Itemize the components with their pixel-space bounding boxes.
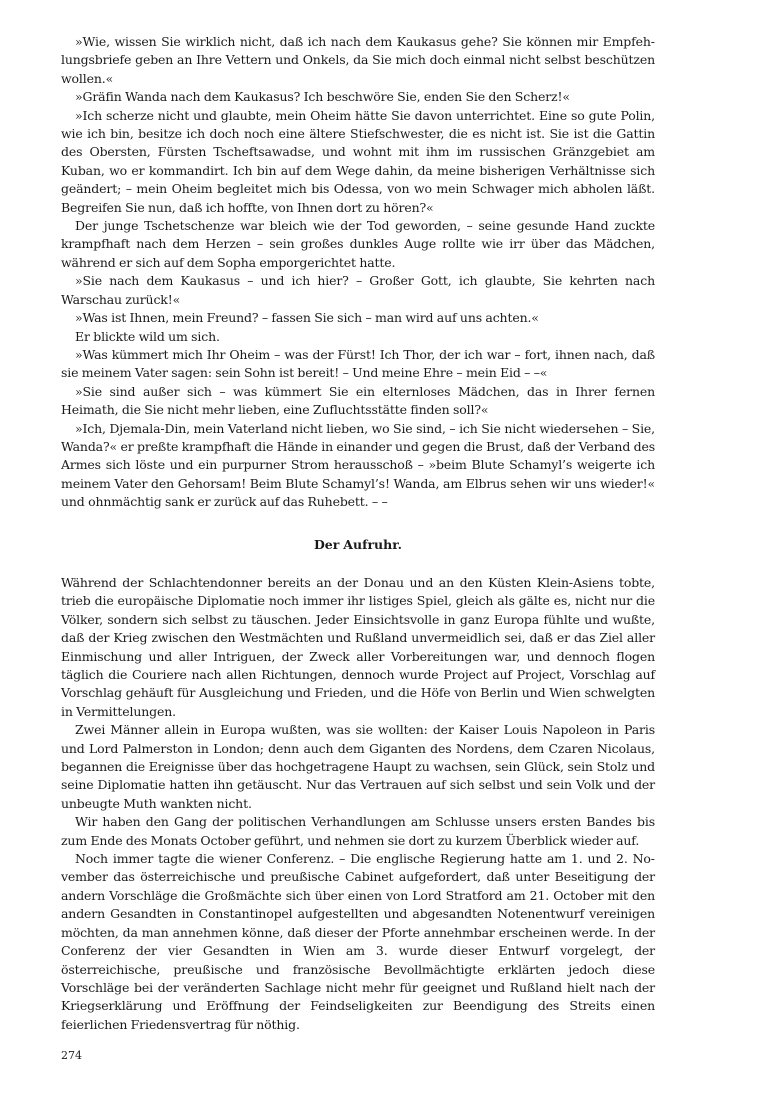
paragraph: Wir haben den Gang der politischen Verhandlungen am Schlusse unsers ersten Bandes bis zum Ende des Monats October geführt, und nehmen sie dort zu kurzem Überblick wieder auf.: [61, 814, 655, 848]
book-page: [61, 33, 655, 1034]
paragraph: »Gräfin Wanda nach dem Kaukasus? Ich beschwöre Sie, enden Sie den Scherz!«: [75, 89, 570, 105]
paragraph: Noch immer tagte die wiener Conferenz. – Die englische Regierung hatte am 1. und 2. November das österreichische und preußische Cabinet aufgefordert, daß unter Beseitigung der andern Vorschläge die Großmächte sich über einen von Lord Stratford am 21. October mit den andern Gesandten in Constantinopel aufgestellten und abgesandten Notenentwurf vereinigen möchten, da man annehmen könne, daß dieser der Pforte annehmbar erscheinen werde. In der Conferenz der vier Gesandten in Wien am 3. wurde dieser Entwurf vorgelegt, der österreichische, preußische und französische Bevollmächtigte erklärten jedoch diese Vorschläge bei der veränderten Sachlage nicht mehr für geeignet und Rußland hielt nach der Kriegserklärung und Eröffnung der Feindseligkeiten zur Beendigung des Streits einen feierlichen Friedensvertrag für nöthig.: [61, 851, 655, 1032]
page-number: 274: [61, 1049, 82, 1062]
paragraph: »Was ist Ihnen, mein Freund? – fassen Sie sich – man wird auf uns achten.«: [75, 310, 539, 326]
paragraph: Während der Schlachtendonner bereits an der Donau und an den Küsten Klein-Asiens tobte, trieb die europäische Diplomatie noch immer ihr listiges Spiel, gleich als gälte es, nicht nur die Völker, sondern sich selbst zu täuschen. Jeder Einsichtsvolle in ganz Europa fühlte und wußte, daß der Krieg zwischen den Westmächten und Rußland unvermeidlich sei, daß er das Ziel aller Einmischung und aller Intriguen, der Zweck aller Vorbereitungen war, und dennoch flogen täglich die Couriere nach allen Richtungen, dennoch wurde Project auf Project, Vorschlag auf Vorschlag gehäuft für Ausgleichung und Frieden, und die Höfe von Berlin und Wien schwelgten in Vermittelungen.: [61, 574, 655, 719]
section-heading: Der Aufruhr.: [313, 536, 403, 552]
paragraph: Der junge Tschetschenze war bleich wie der Tod geworden, – seine gesunde Hand zuckte krampfhaft nach dem Herzen – sein großes dunkles Auge rollte wie irr über das Mädchen, während er sich auf dem Sopha emporgerichtet hatte.: [61, 218, 655, 270]
paragraph: Zwei Männer allein in Europa wußten, was sie wollten: der Kaiser Louis Napoleon in Paris und Lord Palmerston in London; denn auch dem Giganten des Nordens, dem Czaren Nicolaus, begannen die Ereignisse über das hochgetragene Haupt zu wachsen, sein Glück, sein Stolz und seine Diplomatie hatten ihn getäuscht. Nur das Vertrauen auf sich selbst und sein Volk und der unbeugte Muth wankten nicht.: [61, 722, 655, 811]
paragraph: »Ich scherze nicht und glaubte, mein Oheim hätte Sie davon unterrichtet. Eine so gute Polin, wie ich bin, besitze ich doch noch eine ältere Stiefschwester, die es nicht ist. Sie ist die Gattin des Obersten, Fürsten Tscheftsawadse, und wohnt mit ihm im russischen Gränzgebiet am Kuban, wo er kommandirt. Ich bin auf dem Wege dahin, da meine bisherigen Verhältnisse sich geändert; – mein Oheim begleitet mich bis Odessa, von wo mein Schwager mich abholen läßt. Begreifen Sie nun, daß ich hoffte, von Ihnen dort zu hören?«: [61, 107, 655, 215]
paragraph: »Ich, Djemala-Din, mein Vaterland nicht lieben, wo Sie sind, – ich Sie nicht wiedersehen – Sie, Wanda?« er preßte krampfhaft die Hände in einander und gegen die Brust, daß der Verband des Armes sich löste und ein purpurner Strom herausschoß – »beim Blute Schamyl’s weigerte ich meinem Vater den Gehorsam! Beim Blute Schamyl’s! Wanda, am Elbrus sehen wir uns wieder!« und ohnmächtig sank er zurück auf das Ruhebett. – –: [61, 420, 655, 510]
paragraph: »Was kümmert mich Ihr Oheim – was der Fürst! Ich Thor, der ich war – fort, ihnen nach, daß sie meinem Vater sagen: sein Sohn ist bereit! – Und meine Ehre – mein Eid – –«: [61, 346, 655, 381]
paragraph: Er blickte wild um sich.: [75, 328, 220, 344]
paragraph: »Wie, wissen Sie wirklich nicht, daß ich nach dem Kaukasus gehe? Sie können mir Empfehlungsbriefe geben an Ihre Vettern und Onkels, da Sie mich doch einmal nicht selbst beschützen wollen.«: [61, 34, 655, 86]
paragraph: »Sie nach dem Kaukasus – und ich hier? – Großer Gott, ich glaubte, Sie kehrten nach Warschau zurück!«: [61, 273, 655, 307]
chapter-section: [61, 574, 655, 1034]
paragraph: »Sie sind außer sich – was kümmert Sie ein elternloses Mädchen, das in Ihrer fernen Heimath, die Sie nicht mehr lieben, eine Zufluchtsstätte finden soll?«: [61, 383, 655, 418]
dialogue-section: [61, 33, 655, 512]
